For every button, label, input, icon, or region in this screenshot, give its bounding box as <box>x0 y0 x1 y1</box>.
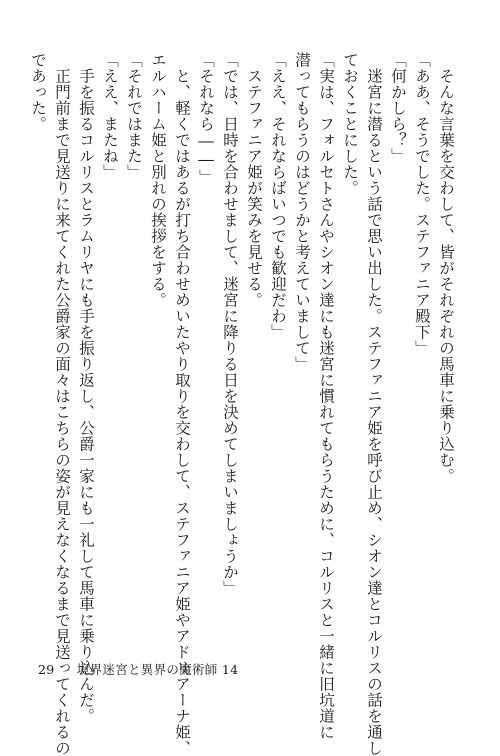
text-line: 「それなら――」 <box>197 52 215 185</box>
text-line: 「ええ、またね」 <box>101 52 119 180</box>
text-line: 「実は、フォルセトさんやシオン達にも迷宮に慣れてもらうために、コルリスと一緒に旧坑道に <box>317 52 335 740</box>
text-line: エルハーム姫と別れの挨拶をする。 <box>149 52 167 308</box>
text-line: ステファニア姫が笑みを見せる。 <box>245 52 263 308</box>
text-line: と、軽くではあるが打ち合わせめいたやり取りを交わして、ステファニア姫やアドリアーナ姫、 <box>173 52 191 756</box>
text-line: 手を振るコルリスとラムリヤにも手を振り返し、公爵一家にも一礼して馬車に乗り込んだ。 <box>77 52 95 724</box>
text-line: 正門前まで見送りに来てくれた公爵家の面々はこちらの姿が見えなくなるまで見送ってくれるの <box>53 52 71 756</box>
text-line: そんな言葉を交わして、皆がそれぞれの馬車に乗り込む。 <box>437 52 455 484</box>
page-number: 29 <box>38 662 55 677</box>
text-line: 「何かしら？」 <box>389 52 407 164</box>
text-line: 「それではまた」 <box>125 52 143 180</box>
text-line: ておくことにした。 <box>341 52 359 196</box>
text-line: 「では、日時を合わせまして、迷宮に降りる日を決めてしまいましょうか」 <box>221 52 239 596</box>
page-footer <box>38 660 238 678</box>
text-line: 潜ってもらうのはどうかと考えていまして」 <box>293 52 311 372</box>
text-line: であった。 <box>29 52 47 132</box>
text-line: 「ええ、それならばいつでも歓迎だわ」 <box>269 52 287 340</box>
text-line: 「ああ、そうでした。ステファニア殿下」 <box>413 52 431 356</box>
text-line: 迷宮に潜るという話で思い出した。ステファニア姫を呼び止め、シオン達とコルリスの話を通し <box>365 52 383 756</box>
book-title: 境界迷宮と異界の魔術師 14 <box>76 662 239 677</box>
